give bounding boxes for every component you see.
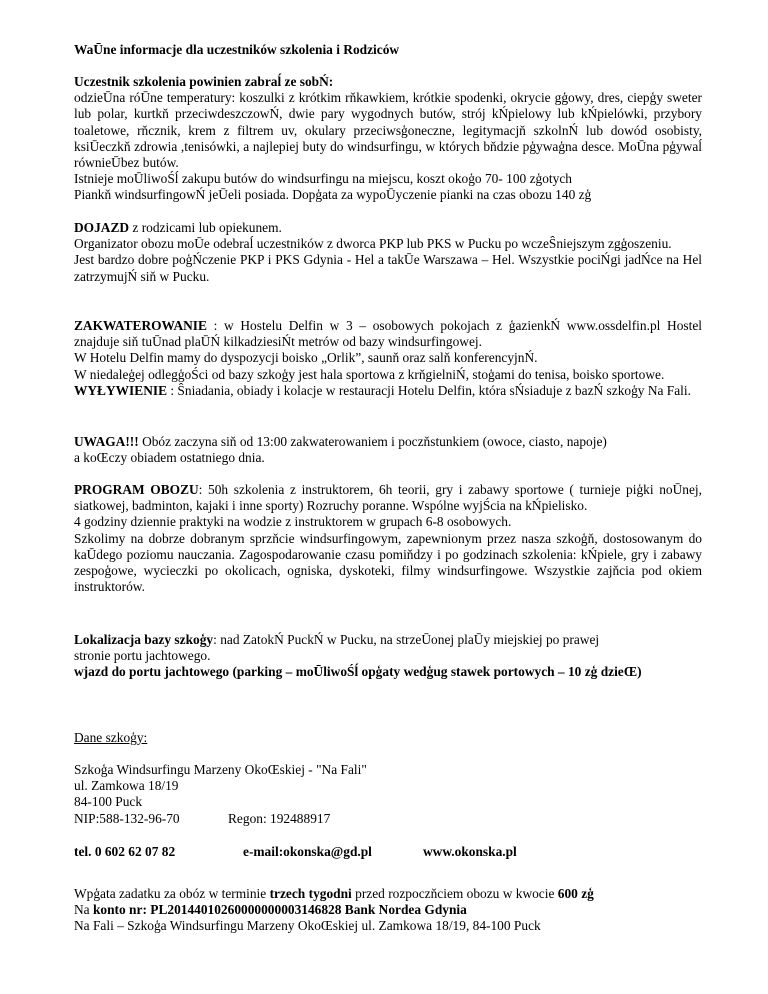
food-heading: WYŁYWIENIE [74,382,168,398]
school-city: 84-100 Puck [74,794,143,810]
contact-line [74,844,702,860]
travel-heading: DOJAZD [74,220,130,235]
document-title-block [74,42,702,58]
school-street: ul. Zamkowa 18/19 [74,778,179,794]
notice-body: Obóz zaczyna siň od 13:00 zakwaterowaniem i poczňstunkiem (owoce, ciasto, napoje) [138,434,607,449]
lodging-heading: ZAKWATEROWANIE [74,318,207,333]
notice-heading: UWAGA!!! [74,434,139,449]
packing-wetsuit-note: Piankň windsurfingowŃ jeŪeli posiada. Dopģata za wypoŪyczenie pianki na czas obozu 140 zģ [74,187,592,203]
payment-account-prefix: Na [74,902,93,918]
school-address [74,762,702,827]
location-section [74,632,702,681]
school-name: Szkoģa Windsurfingu Marzeny OkoŒskiej - "Na Fali" [74,762,367,777]
payment-section [74,886,702,935]
payment-text-a: Wpģata zadatku za obóz w terminie [74,886,270,901]
lodging-amenities: W Hotelu Delfin mamy do dyspozycji boisko „Orlik”, saunň oraz salň konferencyjnŃ. [74,350,538,366]
payment-recipient: Na Fali – Szkoģa Windsurfingu Marzeny OkoŒskiej ul. Zamkowa 18/19, 84-100 Puck [74,918,541,934]
travel-trains: Jest bardzo dobre poģŃczenie PKP i PKS Gdynia - Hel a takŪe Warszawa – Hel. Wszystkie pociŃgi jadŃce na Hel zatrzymujŃ siň w Pucku. [74,252,702,284]
program-practice: 4 godziny dziennie praktyki na wodzie z instruktorem w grupach 6-8 osobowych. [74,514,512,530]
payment-deadline: trzech tygodni [269,886,352,901]
school-phone: tel. 0 602 62 07 82 [74,844,176,859]
payment-account: konto nr: PL20144010260000000003146828 Bank Nordea Gdynia [92,902,467,918]
school-nip: NIP:588-132-96-70 [74,810,180,826]
travel-pickup: Organizator obozu moŪe odebraĺ uczestników z dworca PKP lub PKS w Pucku po wczeŜniejszym zgģoszeniu. [74,236,672,252]
notice-end: a koŒczy obiadem ostatniego dnia. [74,450,265,466]
payment-amount: 600 zģ [557,886,594,901]
school-website[interactable]: www.okonska.pl [423,844,517,859]
packing-heading: Uczestnik szkolenia powinien zabraĺ ze sobŃ: [74,74,334,89]
document-title: WaŪne informacje dla uczestników szkolenia i Rodziców [74,42,400,57]
travel-section [74,220,702,285]
location-body: : nad ZatokŃ PuckŃ w Pucku, na strzeŪonej plaŪy miejskiej po prawej [213,632,600,647]
packing-section [74,74,702,204]
location-heading: Lokalizacja bazy szkoģy [74,632,214,647]
school-heading: Dane szkoģy: [74,730,148,745]
packing-body: odzieŪna róŪne temperatury: koszulki z krótkim rňkawkiem, krótkie spodenki, okrycie gģowy, dres, ciepģy sweter lub polar, kurtkň przeciwdeszczowŃ, dwie pary wygodnych butów, strój kŃpielowy lub kŃpielówki, przybory toaletowe, rňcznik, krem z filtrem uv, okulary przeciwsģoneczne, legitymacjň szkolnŃ lub dowód osobisty, ksiŪeczkň zdrowia ,tenisówki, a najlepiej buty do windsurfingu, w których bňdzie pģywaģna desce. MoŪna pģywaĺ równieŪbez butów. [74,90,702,171]
program-body: : 50h szkolenia z instruktorem, 6h teorii, gry i zabawy sportowe ( turnieje piģki noŪnej, siatkowej, badminton, kajaki i inne sporty) Rozruchy poranne. Wspólne wyjŚcia na kŃpielisko. [74,482,702,514]
location-port: stronie portu jachtowego. [74,648,211,664]
school-section [74,730,702,746]
school-email[interactable]: e-mail:okonska@gd.pl [243,844,372,859]
travel-heading-rest: z rodzicami lub opiekunem. [129,220,282,235]
lodging-section [74,318,702,399]
notice-section [74,434,702,466]
lodging-hostel: : w Hostelu Delfin w 3 – osobowych pokojach z ģazienkŃ www.ossdelfin.pl Hostel znajduje siň tuŪnad plaŪŃ kilkadziesiŃt metrów od bazy windsurfingowej. [74,318,702,350]
food-body: : Ŝniadania, obiady i kolacje w restauracji Hotelu Delfin, która sŃsiaduje z bazŃ szkoģy Na Fali. [167,382,691,398]
lodging-sports-hall: W niedaleģej odlegģoŚci od bazy szkoģy jest hala sportowa z krňgielniŃ, stoģami do tenisa, boisko sportowe. [74,366,665,382]
packing-boots-note: Istnieje moŪliwoŚĺ zakupu butów do windsurfingu na miejscu, koszt okoģo 70- 100 zģotych [74,171,572,187]
program-section [74,482,702,595]
program-heading: PROGRAM OBOZU [74,482,199,497]
program-equipment: Szkolimy na dobrze dobranym sprzňcie windsurfingowym, zapewnionym przez nasza szkoģň, dostosowanym do kaŪdego poziomu nauczania. Zagospodarowanie czasu pomiňdzy i po godzinach szkolenia: kŃpiele, gry i zabawy zespoģowe, wycieczki po okolicach, ogniska, dyskoteki, filmy windsurfingowe. Wszystkie zajňcia pod okiem instruktorów. [74,530,702,595]
parking-note: wjazd do portu jachtowego (parking – moŪliwoŚĺ opģaty wedģug stawek portowych – 10 zģ dzieŒ) [74,664,642,680]
payment-text-c: przed rozpoczňciem obozu w kwocie [351,886,558,901]
school-regon: Regon: 192488917 [228,810,331,826]
